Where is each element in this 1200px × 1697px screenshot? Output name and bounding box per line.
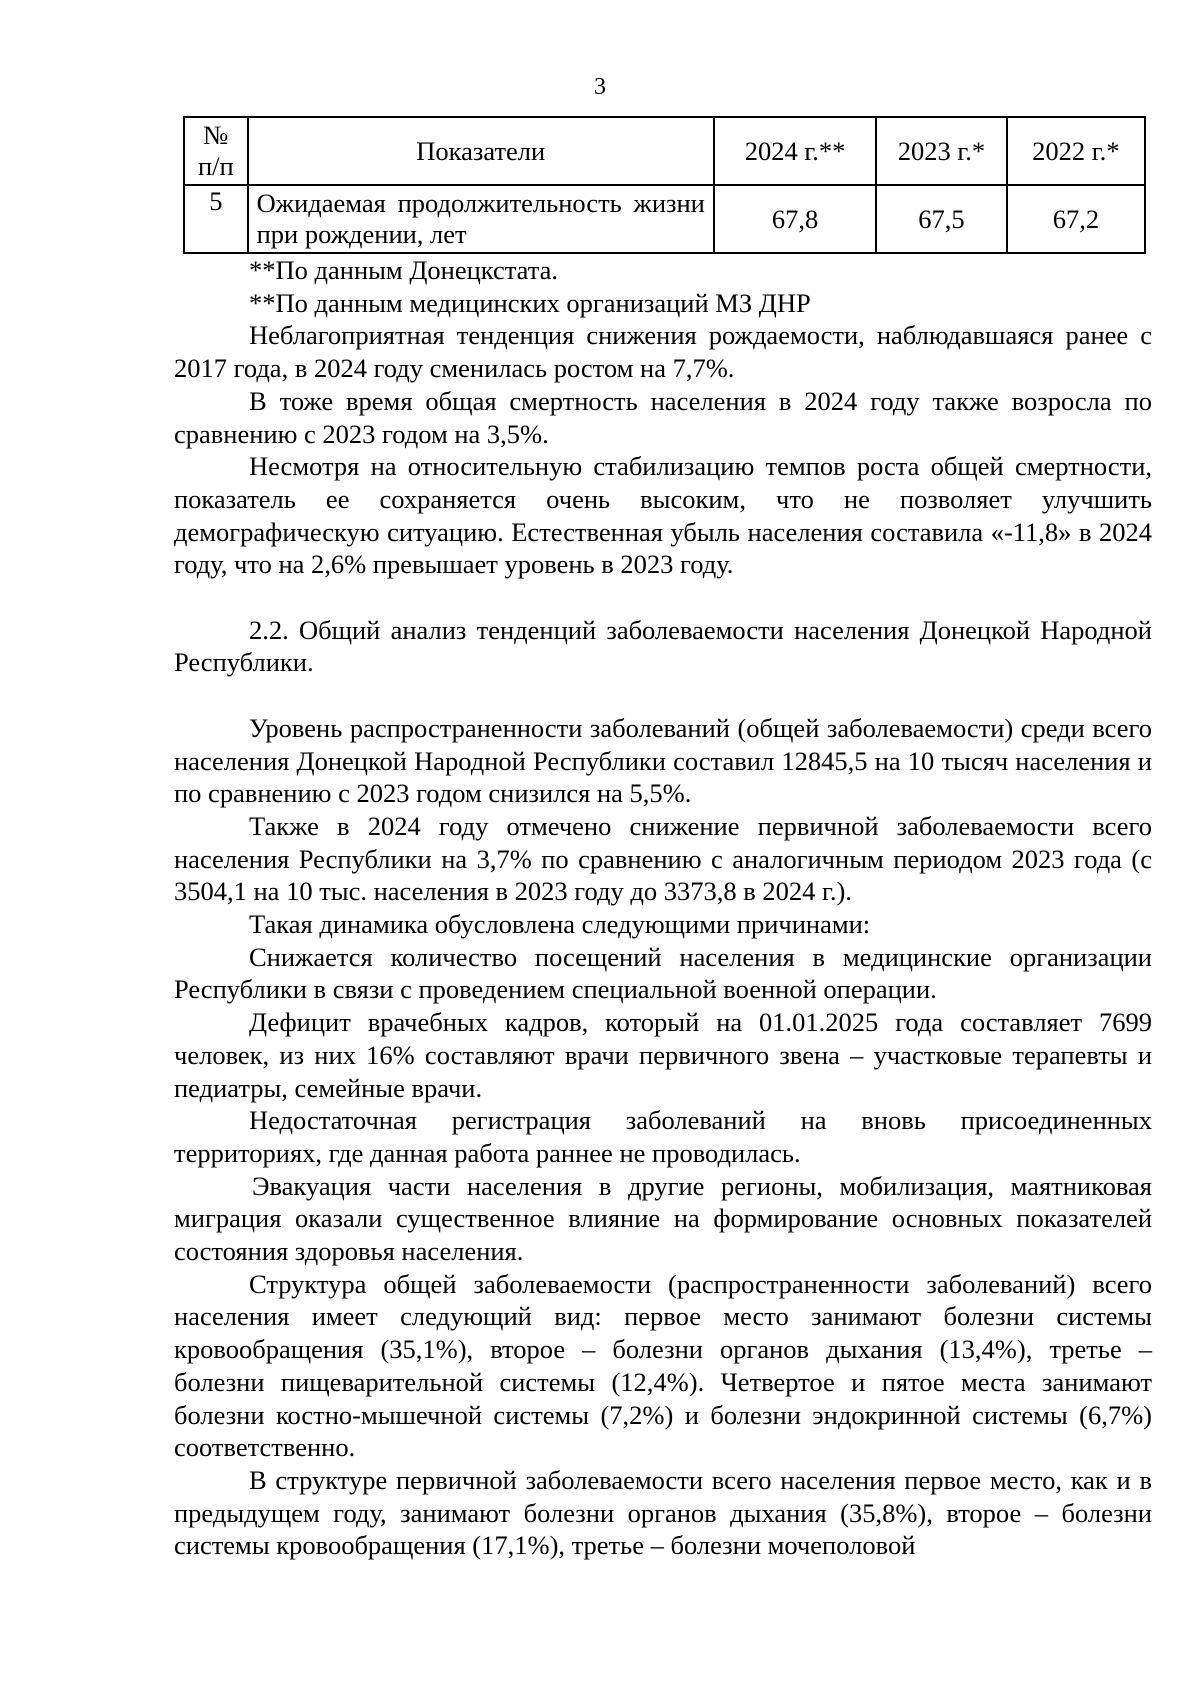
paragraph-reasons-intro: Такая динамика обусловлена следующими причинами: — [249, 909, 871, 940]
cell-2024: 67,8 — [714, 185, 876, 253]
header-num: № п/п — [184, 117, 248, 185]
footnote-medical-orgs: **По данным медицинских организаций МЗ ДНР — [249, 287, 811, 318]
indicators-table — [183, 116, 1146, 254]
paragraph-reason-staff-deficit: Дефицит врачебных кадров, который на 01.01.2025 года составляет 7699 человек, из них 16% составляют врачи первичного звена – участковые терапевты и педиатры, семейные врачи. — [174, 1007, 1152, 1103]
paragraph-general-structure: Структура общей заболеваемости (распространенности заболеваний) всего населения имеет следующий вид: первое место занимают болезни системы кровообращения (35,1%), второе – болезни органов дыхания (13,4%), третье – болезни пищеварительной системы (12,4%). Четвертое и пятое места занимают болезни костно-мышечной системы (7,2%) и болезни эндокринной системы (6,7%) соответственно. — [174, 1268, 1152, 1463]
footnote-donetskstat: **По данным Донецкстата. — [249, 255, 559, 285]
section-heading: 2.2. Общий анализ тенденций заболеваемости населения Донецкой Народной Республики. — [174, 614, 1152, 678]
cell-num: 5 — [184, 185, 248, 253]
cell-2022: 67,2 — [1007, 185, 1145, 253]
table-header-row — [184, 117, 1145, 185]
paragraph-reason-visits: Снижается количество посещений населения в медицинские организации Республики в связи с проведением специальной военной операции. — [174, 941, 1152, 1005]
paragraph-primary-structure: В структуре первичной заболеваемости всего населения первое место, как и в предыдущем году, занимают болезни органов дыхания (35,8%), второе – болезни системы кровообращения (17,1%), третье – болезни мочеполовой — [174, 1464, 1152, 1561]
header-2024: 2024 г.** — [714, 117, 876, 185]
header-2022: 2022 г.* — [1007, 117, 1145, 185]
paragraph-birth-rate: Неблагоприятная тенденция снижения рождаемости, наблюдавшаяся ранее с 2017 года, в 2024 году сменилась ростом на 7,7%. — [174, 320, 1152, 384]
paragraph-reason-evacuation: Эвакуация части населения в другие регионы, мобилизация, маятниковая миграция оказали существенное влияние на формирование основных показателей состояния здоровья населения. — [174, 1170, 1152, 1267]
paragraph-primary-incidence: Также в 2024 году отмечено снижение первичной заболеваемости всего населения Республики на 3,7% по сравнению с аналогичным периодом 2023 года (с 3504,1 на 10 тыс. населения в 2023 году до 3373,8 в 2024 г.). — [174, 810, 1152, 907]
cell-2023: 67,5 — [876, 185, 1007, 253]
page-number: 3 — [594, 74, 606, 100]
paragraph-mortality: В тоже время общая смертность населения в 2024 году также возросла по сравнению с 2023 годом на 3,5%. — [174, 385, 1152, 449]
paragraph-prevalence: Уровень распространенности заболеваний (общей заболеваемости) среди всего населения Донецкой Народной Республики составил 12845,5 на 10 тысяч населения и по сравнению с 2023 годом снизился на 5,5%. — [174, 712, 1152, 809]
body-text — [174, 254, 1152, 1562]
paragraph-natural-decline: Несмотря на относительную стабилизацию темпов роста общей смертности, показатель ее сохраняется очень высоким, что не позволяет улучшить демографическую ситуацию. Естественная убыль населения составила «-11,8» в 2024 году, что на 2,6% превышает уровень в 2023 году. — [174, 451, 1152, 580]
table-row — [184, 185, 1145, 253]
paragraph-reason-registration: Недостаточная регистрация заболеваний на вновь присоединенных территориях, где данная работа раннее не проводилась. — [174, 1105, 1152, 1168]
cell-name: Ожидаемая продолжительность жизни при рождении, лет — [248, 185, 714, 253]
header-2023: 2023 г.* — [876, 117, 1007, 185]
header-name: Показатели — [248, 117, 714, 185]
